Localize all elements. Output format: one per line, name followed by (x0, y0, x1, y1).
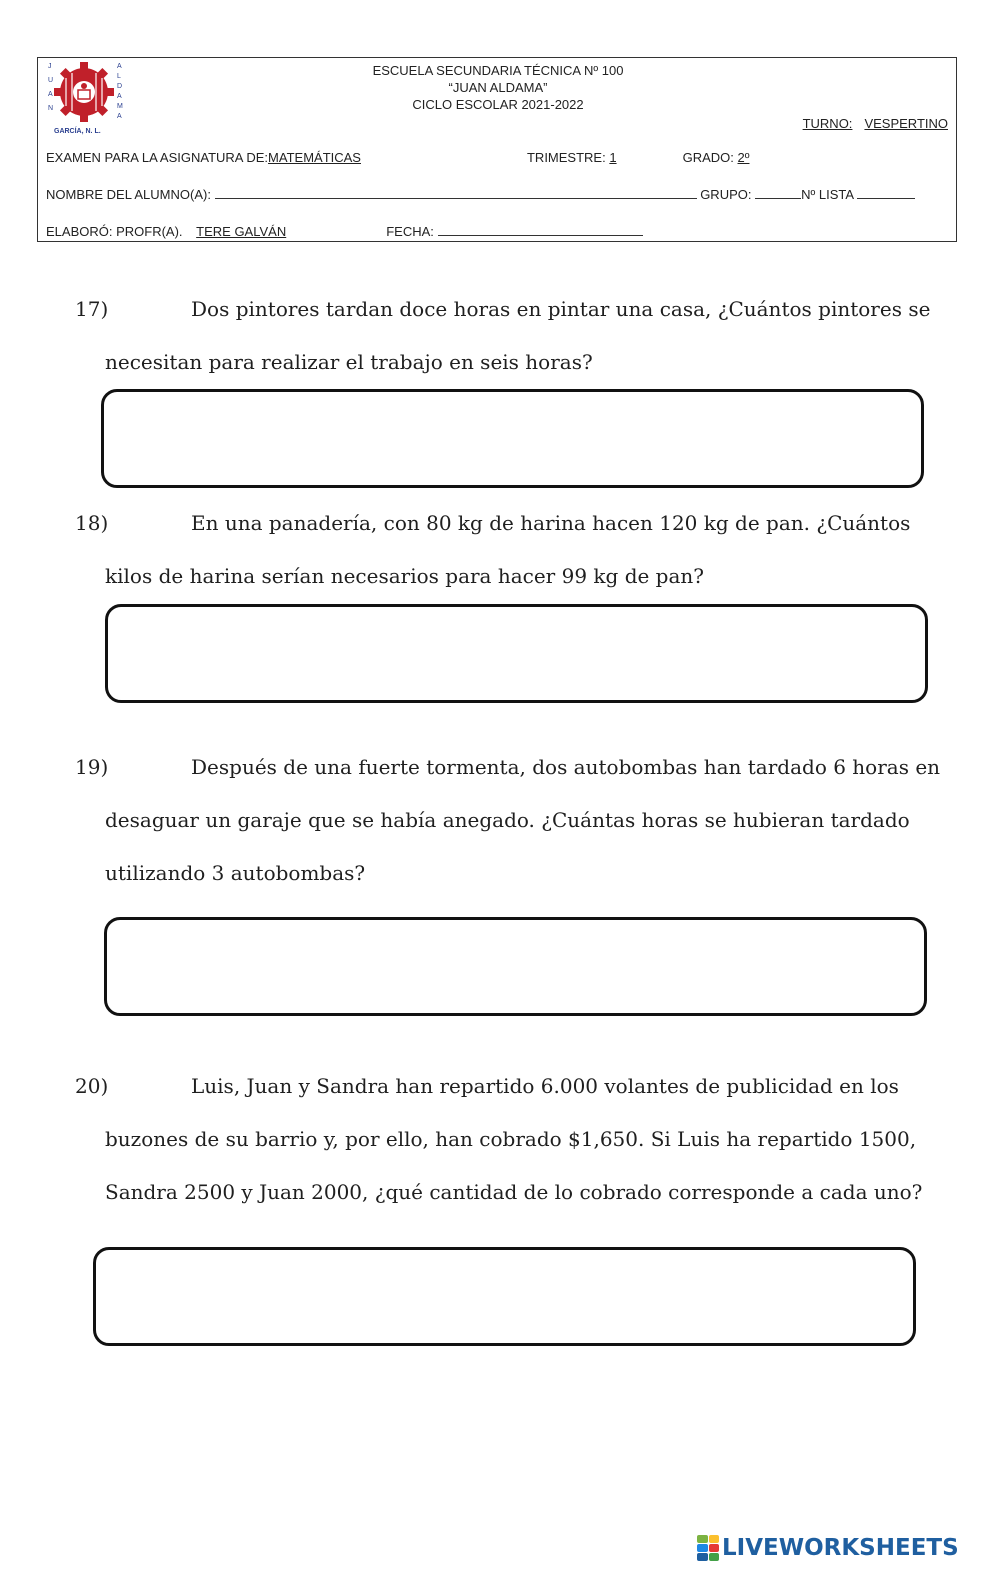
question-19 (75, 741, 955, 900)
answer-box-18[interactable] (105, 604, 928, 703)
lista-label: Nº LISTA (801, 187, 854, 202)
fecha-label: FECHA: (386, 224, 434, 239)
school-cycle: CICLO ESCOLAR 2021-2022 (412, 97, 584, 112)
svg-text:A: A (48, 91, 53, 98)
liveworksheets-brand (697, 1532, 959, 1564)
question-20 (75, 1060, 970, 1219)
answer-box-20[interactable] (93, 1247, 916, 1346)
question-18 (75, 497, 955, 603)
turno-field (803, 116, 948, 131)
turno-label: TURNO: (802, 116, 853, 131)
svg-text:U: U (48, 77, 54, 84)
question-text: Luis, Juan y Sandra han repartido 6.000 volantes de publicidad en los buzones de su barrio y, por ello, han cobrado $1,650. Si Luis ha repartido 1500, Sandra 2500 y Juan 2000, ¿qué cantidad de lo cobrado corresponde a cada uno? (105, 1074, 923, 1204)
question-text: Después de una fuerte tormenta, dos autobombas han tardado 6 horas en desaguar un garaje que se había anegado. ¿Cuántas horas se hubieran tardado utilizando 3 autobombas? (105, 755, 941, 885)
subject-line (46, 150, 944, 165)
nombre-blank[interactable] (215, 186, 697, 199)
brand-name: LIVEWORKSHEETS (722, 1535, 959, 1561)
grupo-blank[interactable] (755, 186, 801, 199)
svg-text:M: M (117, 103, 123, 110)
question-number: 20) (75, 1074, 109, 1098)
liveworksheets-logo-icon (697, 1535, 719, 1561)
trimestre-number: 1 (609, 150, 617, 165)
svg-text:L: L (117, 73, 121, 80)
grado-label: GRADO: (682, 150, 734, 165)
svg-text:N: N (48, 105, 54, 112)
teacher-name: TERE GALVÁN (196, 224, 287, 239)
fecha-blank[interactable] (438, 223, 643, 236)
nombre-label: NOMBRE DEL ALUMNO(A): (46, 187, 211, 202)
school-info (328, 62, 668, 113)
lista-blank[interactable] (857, 186, 915, 199)
grado-value: 2º (737, 150, 750, 165)
author-line (46, 223, 944, 239)
svg-text:D: D (117, 83, 123, 90)
turno-value: VESPERTINO (864, 116, 948, 131)
elaboro-value (186, 224, 386, 239)
school-name: ESCUELA SECUNDARIA TÉCNICA Nº 100 (372, 63, 624, 78)
school-seal-icon (46, 60, 128, 136)
grupo-label: GRUPO: (700, 187, 752, 202)
svg-text:A: A (117, 93, 122, 100)
exam-subject-value: MATEMÁTICAS (268, 150, 361, 165)
answer-box-17[interactable] (101, 389, 924, 488)
question-17 (75, 283, 955, 389)
exam-label: EXAMEN PARA LA ASIGNATURA DE: (46, 150, 269, 165)
student-line (46, 186, 944, 202)
question-number: 17) (75, 297, 109, 321)
svg-text:A: A (117, 113, 122, 120)
exam-subject (268, 150, 527, 165)
trimestre-label: TRIMESTRE: (526, 150, 606, 165)
exam-header (37, 57, 957, 242)
svg-text:J: J (48, 63, 52, 70)
answer-box-19[interactable] (104, 917, 927, 1016)
trimestre-value (609, 150, 682, 165)
school-logo (46, 60, 128, 136)
school-nickname: “JUAN ALDAMA” (448, 80, 548, 95)
elaboro-label: ELABORÓ: PROFR(A). (46, 224, 183, 239)
question-text: Dos pintores tardan doce horas en pintar una casa, ¿Cuántos pintores se necesitan para realizar el trabajo en seis horas? (105, 297, 931, 374)
question-number: 19) (75, 755, 109, 779)
svg-text:A: A (117, 63, 122, 70)
svg-text:GARCÍA, N. L.: GARCÍA, N. L. (54, 128, 101, 135)
question-text: En una panadería, con 80 kg de harina hacen 120 kg de pan. ¿Cuántos kilos de harina serían necesarios para hacer 99 kg de pan? (105, 511, 911, 588)
question-number: 18) (75, 511, 109, 535)
